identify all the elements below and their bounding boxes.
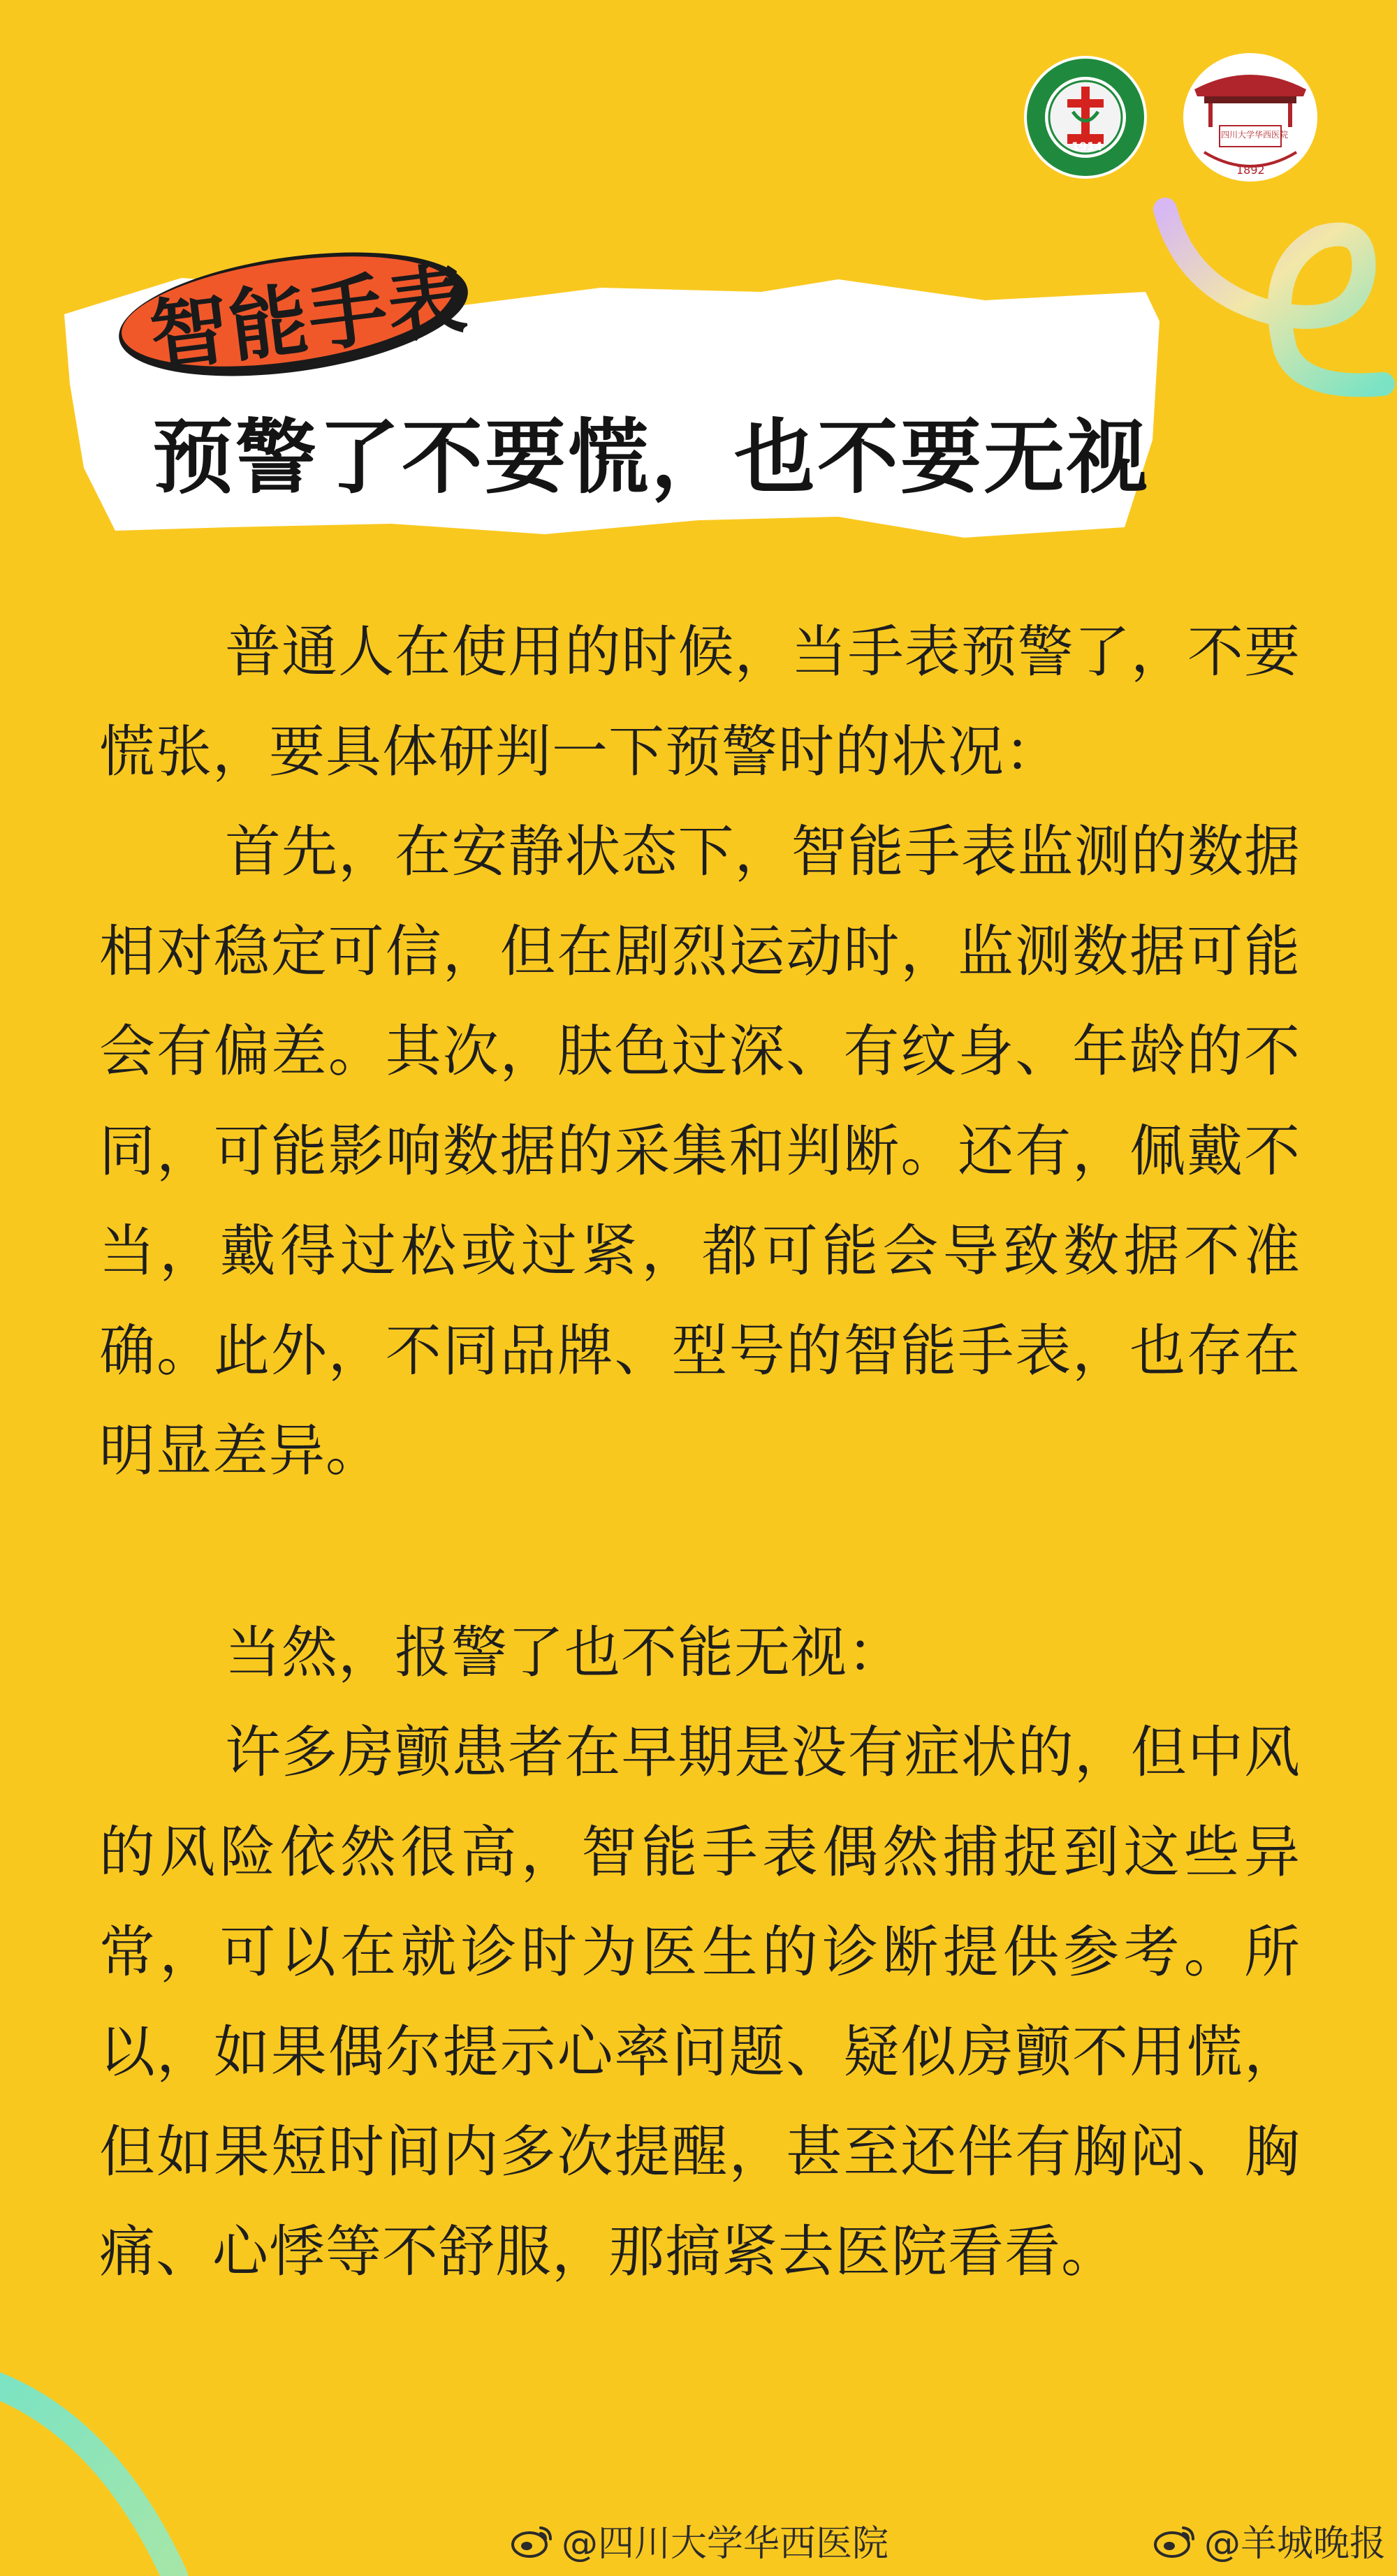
decorative-swirl: [1146, 196, 1397, 419]
title-tag: 智能手表: [145, 254, 473, 383]
weibo-watermark-2: [1153, 2514, 1386, 2566]
weibo-handle-1: @四川大学华西医院: [562, 2523, 889, 2565]
paragraph-gap: [99, 1501, 1301, 1603]
left-logo-year: 1914: [1071, 140, 1103, 153]
article-body: [99, 602, 1301, 2302]
paragraph-3: 当然，报警了也不能无视：: [225, 1620, 904, 1685]
logo-group: [1021, 47, 1329, 187]
weibo-handle-2: @羊城晚报: [1204, 2523, 1387, 2565]
weibo-icon: [510, 2521, 556, 2560]
west-china-medicine-logo: [1021, 47, 1329, 187]
weibo-icon: [1153, 2521, 1199, 2560]
paragraph-1: 普通人在使用的时候，当手表预警了，不要慌张，要具体研判一下预警时的状况：: [99, 619, 1301, 784]
paragraph-2: 首先，在安静状态下，智能手表监测的数据相对稳定可信，但在剧烈运动时，监测数据可能会有偏差。其次，肤色过深、有纹身、年龄的不同，可能影响数据的采集和判断。还有，佩戴不当，戴得过松或过紧，都可能会导致数据不准确。此外，不同品牌、型号的智能手表，也存在明显差异。: [99, 819, 1301, 1483]
right-logo-title: 四川大学华西医院: [1221, 130, 1289, 140]
weibo-watermark-1: [510, 2514, 888, 2566]
right-logo-year: 1892: [1236, 163, 1265, 177]
paragraph-4: 许多房颤患者在早期是没有症状的，但中风的风险依然很高，智能手表偶然捕捉到这些异常，可以在就诊时为医生的诊断提供参考。所以，如果偶尔提示心率问题、疑似房颤不用慌，但如果短时间内多次提醒，甚至还伴有胸闷、胸痛、心悸等不舒服，那搞紧去医院看看。: [99, 1720, 1301, 2284]
footer-watermarks: [0, 2514, 1397, 2570]
page-title: 预警了不要慌，也不要无视: [152, 411, 1150, 505]
